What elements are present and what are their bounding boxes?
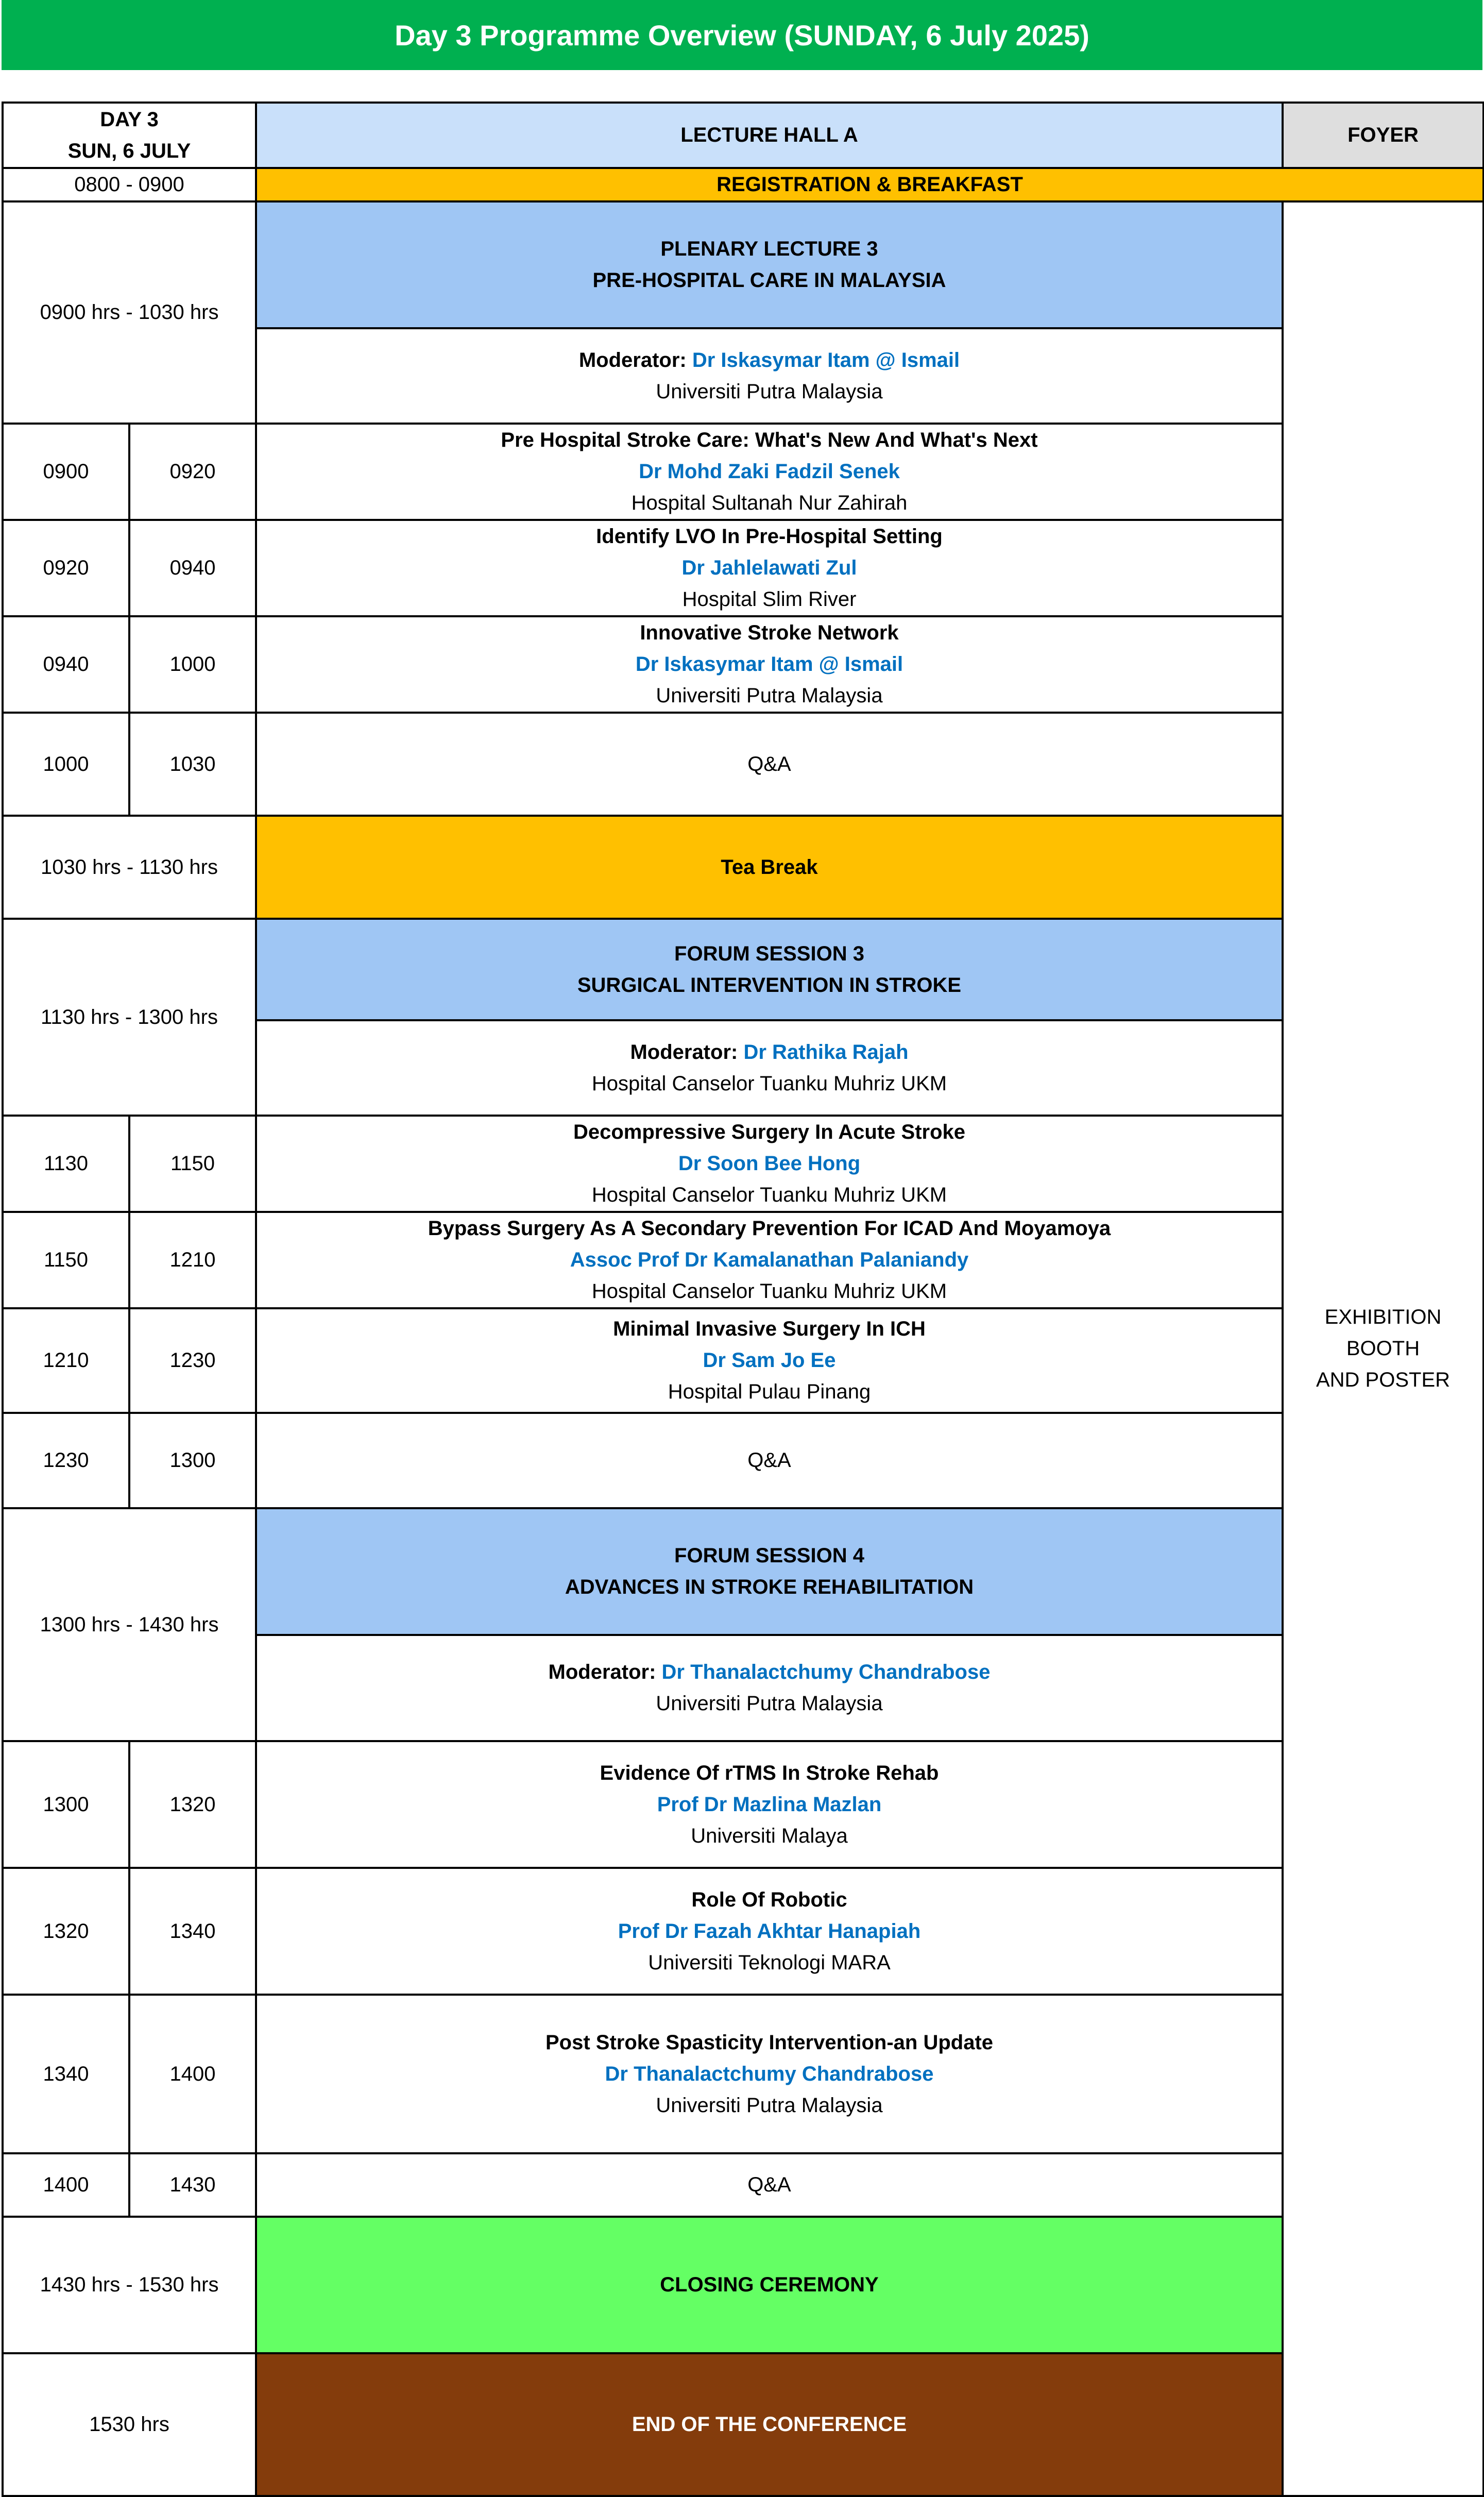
talk-start: 0940 bbox=[3, 616, 129, 713]
registration-label: REGISTRATION & BREAKFAST bbox=[256, 168, 1483, 201]
day-label: DAY 3 bbox=[100, 108, 159, 131]
talk-end: 1150 bbox=[129, 1116, 256, 1212]
talk-title: Role Of Robotic bbox=[691, 1888, 847, 1911]
moderator-institution: Universiti Putra Malaysia bbox=[656, 1692, 883, 1715]
talk-title: Post Stroke Spasticity Intervention-an Update bbox=[545, 2031, 994, 2054]
forum4-title bbox=[256, 1508, 1283, 1635]
session-topic: SURGICAL INTERVENTION IN STROKE bbox=[577, 973, 962, 997]
talk-title: Bypass Surgery As A Secondary Prevention For ICAD And Moyamoya bbox=[428, 1217, 1111, 1240]
talk-end: 1230 bbox=[129, 1308, 256, 1413]
date-label: SUN, 6 JULY bbox=[67, 139, 191, 162]
talk-row bbox=[3, 1741, 1483, 1868]
talk-institution: Universiti Putra Malaysia bbox=[656, 684, 883, 707]
talk-row bbox=[3, 1995, 1483, 2153]
talk-speaker: Dr Mohd Zaki Fadzil Senek bbox=[639, 460, 900, 483]
talk-speaker: Dr Sam Jo Ee bbox=[703, 1349, 836, 1372]
qa-start: 1230 bbox=[3, 1413, 129, 1508]
closing-row bbox=[3, 2217, 1483, 2353]
qa-start: 1000 bbox=[3, 713, 129, 816]
moderator-prefix: Moderator: bbox=[548, 1661, 656, 1683]
foyer-header: FOYER bbox=[1283, 103, 1483, 168]
talk-cell bbox=[256, 520, 1283, 616]
hall-header: LECTURE HALL A bbox=[256, 103, 1283, 168]
talk-speaker: Dr Jahlelawati Zul bbox=[681, 556, 857, 579]
moderator-name: Dr Iskasymar Itam @ Ismail bbox=[692, 348, 960, 372]
moderator-cell bbox=[256, 1635, 1283, 1741]
talk-speaker: Prof Dr Mazlina Mazlan bbox=[657, 1793, 882, 1816]
talk-institution: Universiti Teknologi MARA bbox=[648, 1951, 891, 1974]
talk-end: 1210 bbox=[129, 1212, 256, 1308]
header-row bbox=[3, 103, 1483, 168]
registration-time: 0800 - 0900 bbox=[3, 168, 256, 201]
qa-end: 1030 bbox=[129, 713, 256, 816]
talk-row bbox=[3, 1868, 1483, 1995]
talk-title: Innovative Stroke Network bbox=[640, 621, 899, 644]
talk-start: 1130 bbox=[3, 1116, 129, 1212]
page-title: Day 3 Programme Overview (SUNDAY, 6 July 2025) bbox=[2, 0, 1482, 70]
end-time: 1530 hrs bbox=[3, 2353, 256, 2496]
talk-row bbox=[3, 520, 1483, 616]
qa-row bbox=[3, 2153, 1483, 2217]
talk-title: Evidence Of rTMS In Stroke Rehab bbox=[600, 1761, 939, 1784]
forum4-time: 1300 hrs - 1430 hrs bbox=[3, 1508, 256, 1741]
moderator-institution: Universiti Putra Malaysia bbox=[656, 380, 883, 403]
foyer-exhibition bbox=[1283, 201, 1483, 2496]
moderator-prefix: Moderator: bbox=[578, 348, 687, 372]
talk-title: Decompressive Surgery In Acute Stroke bbox=[573, 1121, 966, 1143]
registration-row bbox=[3, 168, 1483, 201]
talk-row bbox=[3, 1308, 1483, 1413]
foyer-line-1: EXHIBITION BOOTH bbox=[1324, 1306, 1442, 1360]
talk-cell bbox=[256, 616, 1283, 713]
talk-cell bbox=[256, 1212, 1283, 1308]
forum3-title-row bbox=[3, 919, 1483, 1020]
talk-start: 1300 bbox=[3, 1741, 129, 1868]
forum3-title bbox=[256, 919, 1283, 1020]
moderator-institution: Hospital Canselor Tuanku Muhriz UKM bbox=[591, 1072, 947, 1095]
session-label: PLENARY LECTURE 3 bbox=[660, 238, 878, 260]
talk-cell bbox=[256, 1308, 1283, 1413]
talk-end: 1340 bbox=[129, 1868, 256, 1995]
talk-end: 1000 bbox=[129, 616, 256, 713]
closing-label: CLOSING CEREMONY bbox=[256, 2217, 1283, 2353]
qa-row bbox=[3, 713, 1483, 816]
end-row bbox=[3, 2353, 1483, 2496]
talk-institution: Hospital Canselor Tuanku Muhriz UKM bbox=[591, 1280, 947, 1303]
qa-end: 1430 bbox=[129, 2153, 256, 2217]
qa-start: 1400 bbox=[3, 2153, 129, 2217]
talk-cell bbox=[256, 424, 1283, 520]
forum4-title-row bbox=[3, 1508, 1483, 1635]
talk-end: 0940 bbox=[129, 520, 256, 616]
closing-time: 1430 hrs - 1530 hrs bbox=[3, 2217, 256, 2353]
moderator-prefix: Moderator: bbox=[630, 1040, 738, 1064]
talk-speaker: Dr Thanalactchumy Chandrabose bbox=[605, 2062, 934, 2085]
talk-cell bbox=[256, 1868, 1283, 1995]
talk-speaker: Dr Soon Bee Hong bbox=[678, 1152, 861, 1175]
moderator-name: Dr Rathika Rajah bbox=[743, 1040, 909, 1064]
talk-title: Identify LVO In Pre-Hospital Setting bbox=[596, 525, 943, 548]
talk-row bbox=[3, 1212, 1483, 1308]
talk-start: 1320 bbox=[3, 1868, 129, 1995]
talk-cell bbox=[256, 1116, 1283, 1212]
tea-row bbox=[3, 816, 1483, 919]
day-header-cell bbox=[3, 103, 256, 168]
qa-label: Q&A bbox=[256, 1413, 1283, 1508]
plenary3-title-row bbox=[3, 201, 1483, 328]
plenary3-time: 0900 hrs - 1030 hrs bbox=[3, 201, 256, 424]
talk-institution: Hospital Canselor Tuanku Muhriz UKM bbox=[591, 1184, 947, 1206]
tea-time: 1030 hrs - 1130 hrs bbox=[3, 816, 256, 919]
talk-institution: Hospital Pulau Pinang bbox=[668, 1380, 871, 1403]
talk-row bbox=[3, 616, 1483, 713]
moderator-cell bbox=[256, 328, 1283, 424]
end-label: END OF THE CONFERENCE bbox=[256, 2353, 1283, 2496]
talk-speaker: Dr Iskasymar Itam @ Ismail bbox=[635, 653, 903, 676]
talk-cell bbox=[256, 1995, 1283, 2153]
talk-end: 0920 bbox=[129, 424, 256, 520]
talk-start: 0900 bbox=[3, 424, 129, 520]
plenary3-title bbox=[256, 201, 1283, 328]
talk-start: 1210 bbox=[3, 1308, 129, 1413]
talk-start: 1340 bbox=[3, 1995, 129, 2153]
session-label: FORUM SESSION 3 bbox=[674, 942, 864, 965]
talk-start: 1150 bbox=[3, 1212, 129, 1308]
foyer-line-2: AND POSTER bbox=[1316, 1369, 1451, 1391]
talk-speaker: Assoc Prof Dr Kamalanathan Palaniandy bbox=[570, 1248, 969, 1271]
talk-title: Minimal Invasive Surgery In ICH bbox=[613, 1318, 926, 1340]
tea-label: Tea Break bbox=[256, 816, 1283, 919]
session-label: FORUM SESSION 4 bbox=[674, 1544, 864, 1567]
talk-row bbox=[3, 1116, 1483, 1212]
talk-end: 1400 bbox=[129, 1995, 256, 2153]
qa-end: 1300 bbox=[129, 1413, 256, 1508]
programme-table bbox=[2, 102, 1484, 2497]
qa-label: Q&A bbox=[256, 2153, 1283, 2217]
qa-row bbox=[3, 1413, 1483, 1508]
talk-institution: Universiti Malaya bbox=[691, 1824, 848, 1847]
talk-institution: Hospital Sultanah Nur Zahirah bbox=[631, 492, 908, 514]
talk-start: 0920 bbox=[3, 520, 129, 616]
talk-row bbox=[3, 424, 1483, 520]
talk-speaker: Prof Dr Fazah Akhtar Hanapiah bbox=[618, 1919, 921, 1943]
qa-label: Q&A bbox=[256, 713, 1283, 816]
forum3-time: 1130 hrs - 1300 hrs bbox=[3, 919, 256, 1116]
session-topic: ADVANCES IN STROKE REHABILITATION bbox=[565, 1576, 974, 1598]
session-topic: PRE-HOSPITAL CARE IN MALAYSIA bbox=[592, 269, 946, 292]
moderator-cell bbox=[256, 1020, 1283, 1116]
talk-end: 1320 bbox=[129, 1741, 256, 1868]
talk-cell bbox=[256, 1741, 1283, 1868]
talk-institution: Universiti Putra Malaysia bbox=[656, 2094, 883, 2117]
talk-institution: Hospital Slim River bbox=[682, 588, 857, 611]
moderator-name: Dr Thanalactchumy Chandrabose bbox=[661, 1661, 991, 1683]
talk-title: Pre Hospital Stroke Care: What's New And What's Next bbox=[501, 429, 1038, 451]
